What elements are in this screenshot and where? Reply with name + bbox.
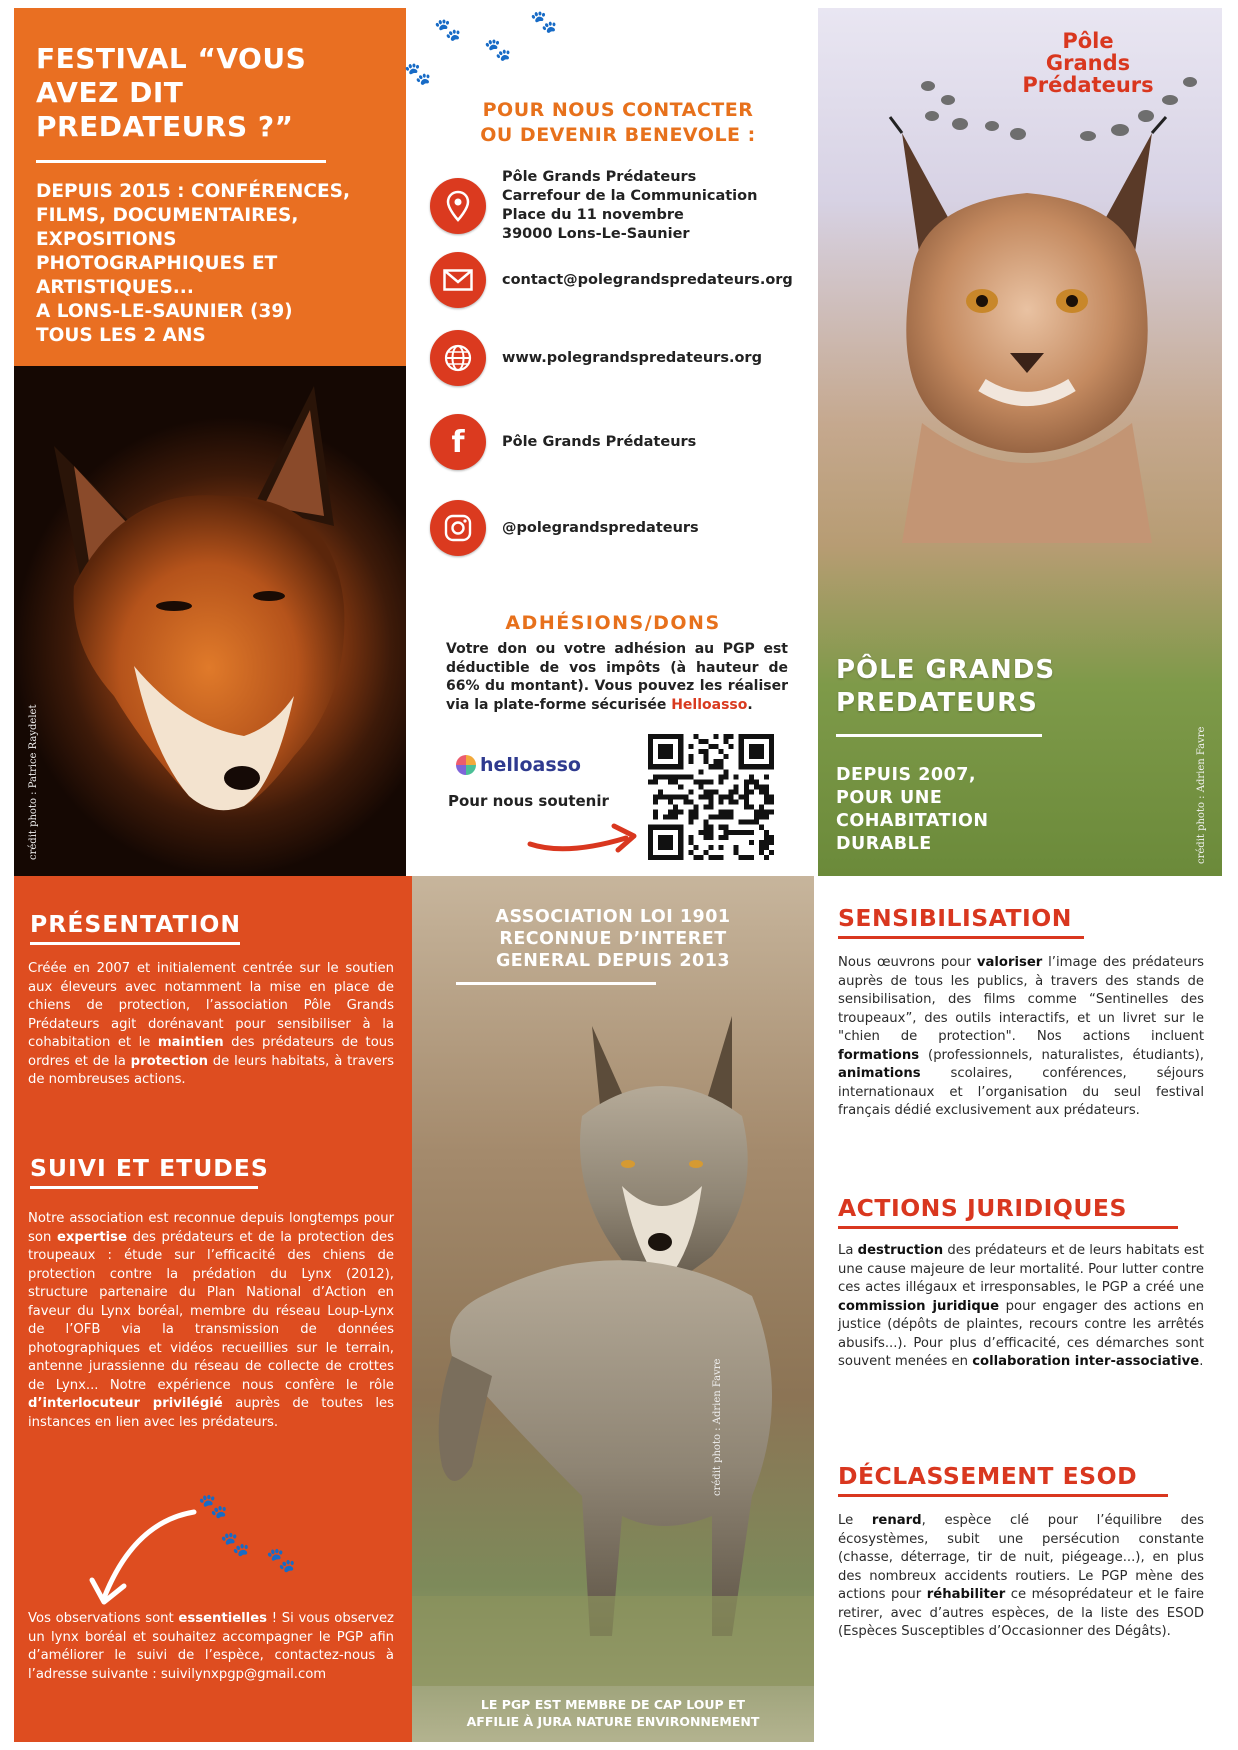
emphasis-text: commission juridique [838,1298,1000,1314]
helloasso-link[interactable]: Helloasso [671,696,748,713]
emphasis-text: protection [130,1053,208,1069]
helloasso-logo[interactable] [456,754,581,776]
emphasis-text: formations [838,1047,920,1063]
emphasis-text: renard [871,1513,922,1528]
sensibilisation-text: Nous œuvrons pour valoriser l’image des prédateurs auprès de tous les publics, à travers des stands de sensibilisation, des films comme “Sentinelles des troupeaux”, des outils interactifs, et un livret sur le "chien de protection". Nos actions incluent formations (professionnels, naturalistes, étudiants), animations scolaires, conférences, séjours internationaux et l’organisation du seul festival français dédié exclusivement aux prédateurs. [838,955,1204,1118]
festival-title: FESTIVAL “VOUS AVEZ DIT PREDATEURS ?” [36,42,307,143]
instagram-link[interactable]: @polegrandspredateurs [502,519,699,536]
contact-heading: POUR NOUS CONTACTER OU DEVENIR BENEVOLE : [480,99,756,146]
website-link[interactable]: www.polegrandspredateurs.org [502,349,762,366]
paw-print-icon: 🐾 [530,10,558,35]
website-row[interactable] [430,330,762,386]
email-link[interactable]: contact@polegrandspredateurs.org [502,271,793,288]
cover-panel [818,8,1222,876]
juridiques-underline [838,1226,1178,1229]
location-pin-icon [430,178,486,234]
presentation-text: Créée en 2007 et initialement centrée sur le soutien aux éleveurs avec notamment la mise en place de chiens de protection, l’association Pôle Grands Prédateurs agit dorénavant pour sensibiliser à la cohabitation et le maintien des prédateurs de tous ordres et de la protection de leurs habitats, à travers de nombreuses actions. [28,961,395,1087]
postal-address: Pôle Grands Prédateurs Carrefour de la Communication Place du 11 novembre 39000 Lons-Le-Saunier [502,169,758,242]
sensibilisation-underline [838,936,1084,939]
sensibilisation-heading: SENSIBILISATION [838,904,1072,932]
emphasis-text: animations [838,1066,921,1081]
dons-text-end: . [747,696,753,713]
juridiques-heading: ACTIONS JURIDIQUES [838,1194,1127,1222]
cover-title: PÔLE GRANDS PREDATEURS [836,655,1056,718]
association-heading: ASSOCIATION LOI 1901 RECONNUE D’INTERET GENERAL DEPUIS 2013 [495,907,731,971]
lynx-illustration [882,123,1172,543]
paw-print-icon: 🐾 [198,1492,228,1520]
paw-print-icon: 🐾 [404,62,432,87]
instagram-row[interactable] [430,500,699,556]
globe-icon [430,330,486,386]
contact-panel [404,8,818,876]
emphasis-text: collaboration inter-associative [972,1354,1200,1369]
arrow-right-icon [526,816,644,856]
paw-print-icon: 🐾 [434,18,462,43]
instagram-icon [430,500,486,556]
presentation-panel [14,876,412,1742]
fox-photo-credit: crédit photo : Patrice Raydelet [28,704,39,860]
pgp-logo: Pôle Grands Prédateurs [1022,29,1154,97]
emphasis-text: réhabiliter [926,1587,1006,1602]
esod-text: Le renard, espèce clé pour l’équilibre des écosystèmes, subit une persécution constante (chasse, déterrage, tir de nuit, piégeage...), en plus des nombreux accidents routiers. Le PGP mène des actions pour réhabiliter ce mésoprédateur et le faire retirer, avec d’autres espèces, de la liste des ESOD (Espèces Susceptibles d’Occasionner des Dégâts). [838,1513,1204,1639]
helloasso-logo-text: helloasso [480,754,581,776]
paw-print-icon: 🐾 [220,1530,250,1558]
festival-panel [14,8,406,876]
helloasso-logo-icon [456,755,476,775]
dons-heading: ADHÉSIONS/DONS [505,612,721,634]
envelope-icon [430,252,486,308]
suivi-text: Notre association est reconnue depuis longtemps pour son expertise des prédateurs et de la protection des troupeaux : étude sur l’efficacité des chiens de protection contre la prédation du Lynx (2012), structure partenaire du Plan National d’Action en faveur du Lynx boréal, membre du réseau Loup-Lynx de l’OFB via la transmission de données photographiques et vidéos recueillies sur le terrain, antenne jurassienne du réseau de collecte de crottes de Lynx... Notre expérience nous confère le rôle d’interlocuteur privilégié auprès de toutes les instances en lien avec les prédateurs. [28,1211,395,1430]
affiliation-footer: LE PGP EST MEMBRE DE CAP LOUP ET AFFILIE À JURA NATURE ENVIRONNEMENT [466,1697,760,1729]
address-row [430,168,757,244]
email-row[interactable] [430,252,793,308]
emphasis-text: destruction [857,1243,944,1258]
emphasis-text: essentielles [178,1611,267,1626]
suivi-heading: SUIVI ET ETUDES [30,1154,269,1182]
wolf-illustration [412,996,814,1686]
observations-text: Vos observations sont essentielles ! Si vous observez un lynx boréal et souhaitez accompagner le PGP afin d’améliorer le suivi de l’espèce, contactez-nous à l’adresse suivante : suivilynxpgp@gmail.com [28,1611,394,1682]
juridiques-text: La destruction des prédateurs et de leurs habitats est une cause majeure de leur mortalité. Pour lutter contre ces actes illégaux et irresponsables, le PGP a créé une commission juridique pour engager des actions en justice (dépôts de plaintes, recours contre les arrêtés abusifs...). Pour plus d’efficacité, ces démarches sont souvent menées en collaboration inter-associative. [838,1243,1204,1369]
paw-print-icon: 🐾 [266,1546,296,1574]
emphasis-text: valoriser [976,955,1043,970]
actions-panel [814,876,1224,1742]
cover-subtitle: DEPUIS 2007, POUR UNE COHABITATION DURABLE [836,765,989,854]
lynx-photo-credit: crédit photo : Adrien Favre [1196,726,1207,864]
support-label: Pour nous soutenir [448,792,609,810]
facebook-row[interactable] [430,414,696,470]
dons-text [446,640,788,714]
cover-divider [836,734,1042,737]
facebook-link[interactable]: Pôle Grands Prédateurs [502,433,697,450]
dons-text-body: Votre don ou votre adhésion au PGP est déductible de vos impôts (à hauteur de 66% du montant). Vous pouvez les réaliser via la plate-forme sécurisée [446,641,788,713]
presentation-heading: PRÉSENTATION [30,910,242,938]
wolf-divider [456,982,656,985]
paw-print-icon: 🐾 [484,38,512,63]
esod-heading: DÉCLASSEMENT ESOD [838,1462,1138,1490]
fox-illustration [14,366,406,876]
wolf-photo-credit: crédit photo : Adrien Favre [712,1358,723,1496]
emphasis-text: d’interlocuteur privilégié [28,1396,223,1411]
emphasis-text: maintien [157,1035,224,1050]
facebook-icon: f [430,414,486,470]
festival-subtitle: DEPUIS 2015 : CONFÉRENCES, FILMS, DOCUMENTAIRES, EXPOSITIONS PHOTOGRAPHIQUES ET ARTISTIQUES... A LONS-LE-SAUNIER (39) TOUS LES 2 ANS [36,181,350,346]
qr-code[interactable] [648,734,774,860]
presentation-underline [30,942,240,945]
curved-arrow-icon [84,1502,204,1612]
emphasis-text: expertise [56,1229,127,1245]
esod-underline [838,1494,1168,1497]
fox-photo [14,366,406,876]
festival-divider [36,160,326,163]
wolf-panel [412,876,814,1742]
suivi-underline [30,1186,258,1189]
